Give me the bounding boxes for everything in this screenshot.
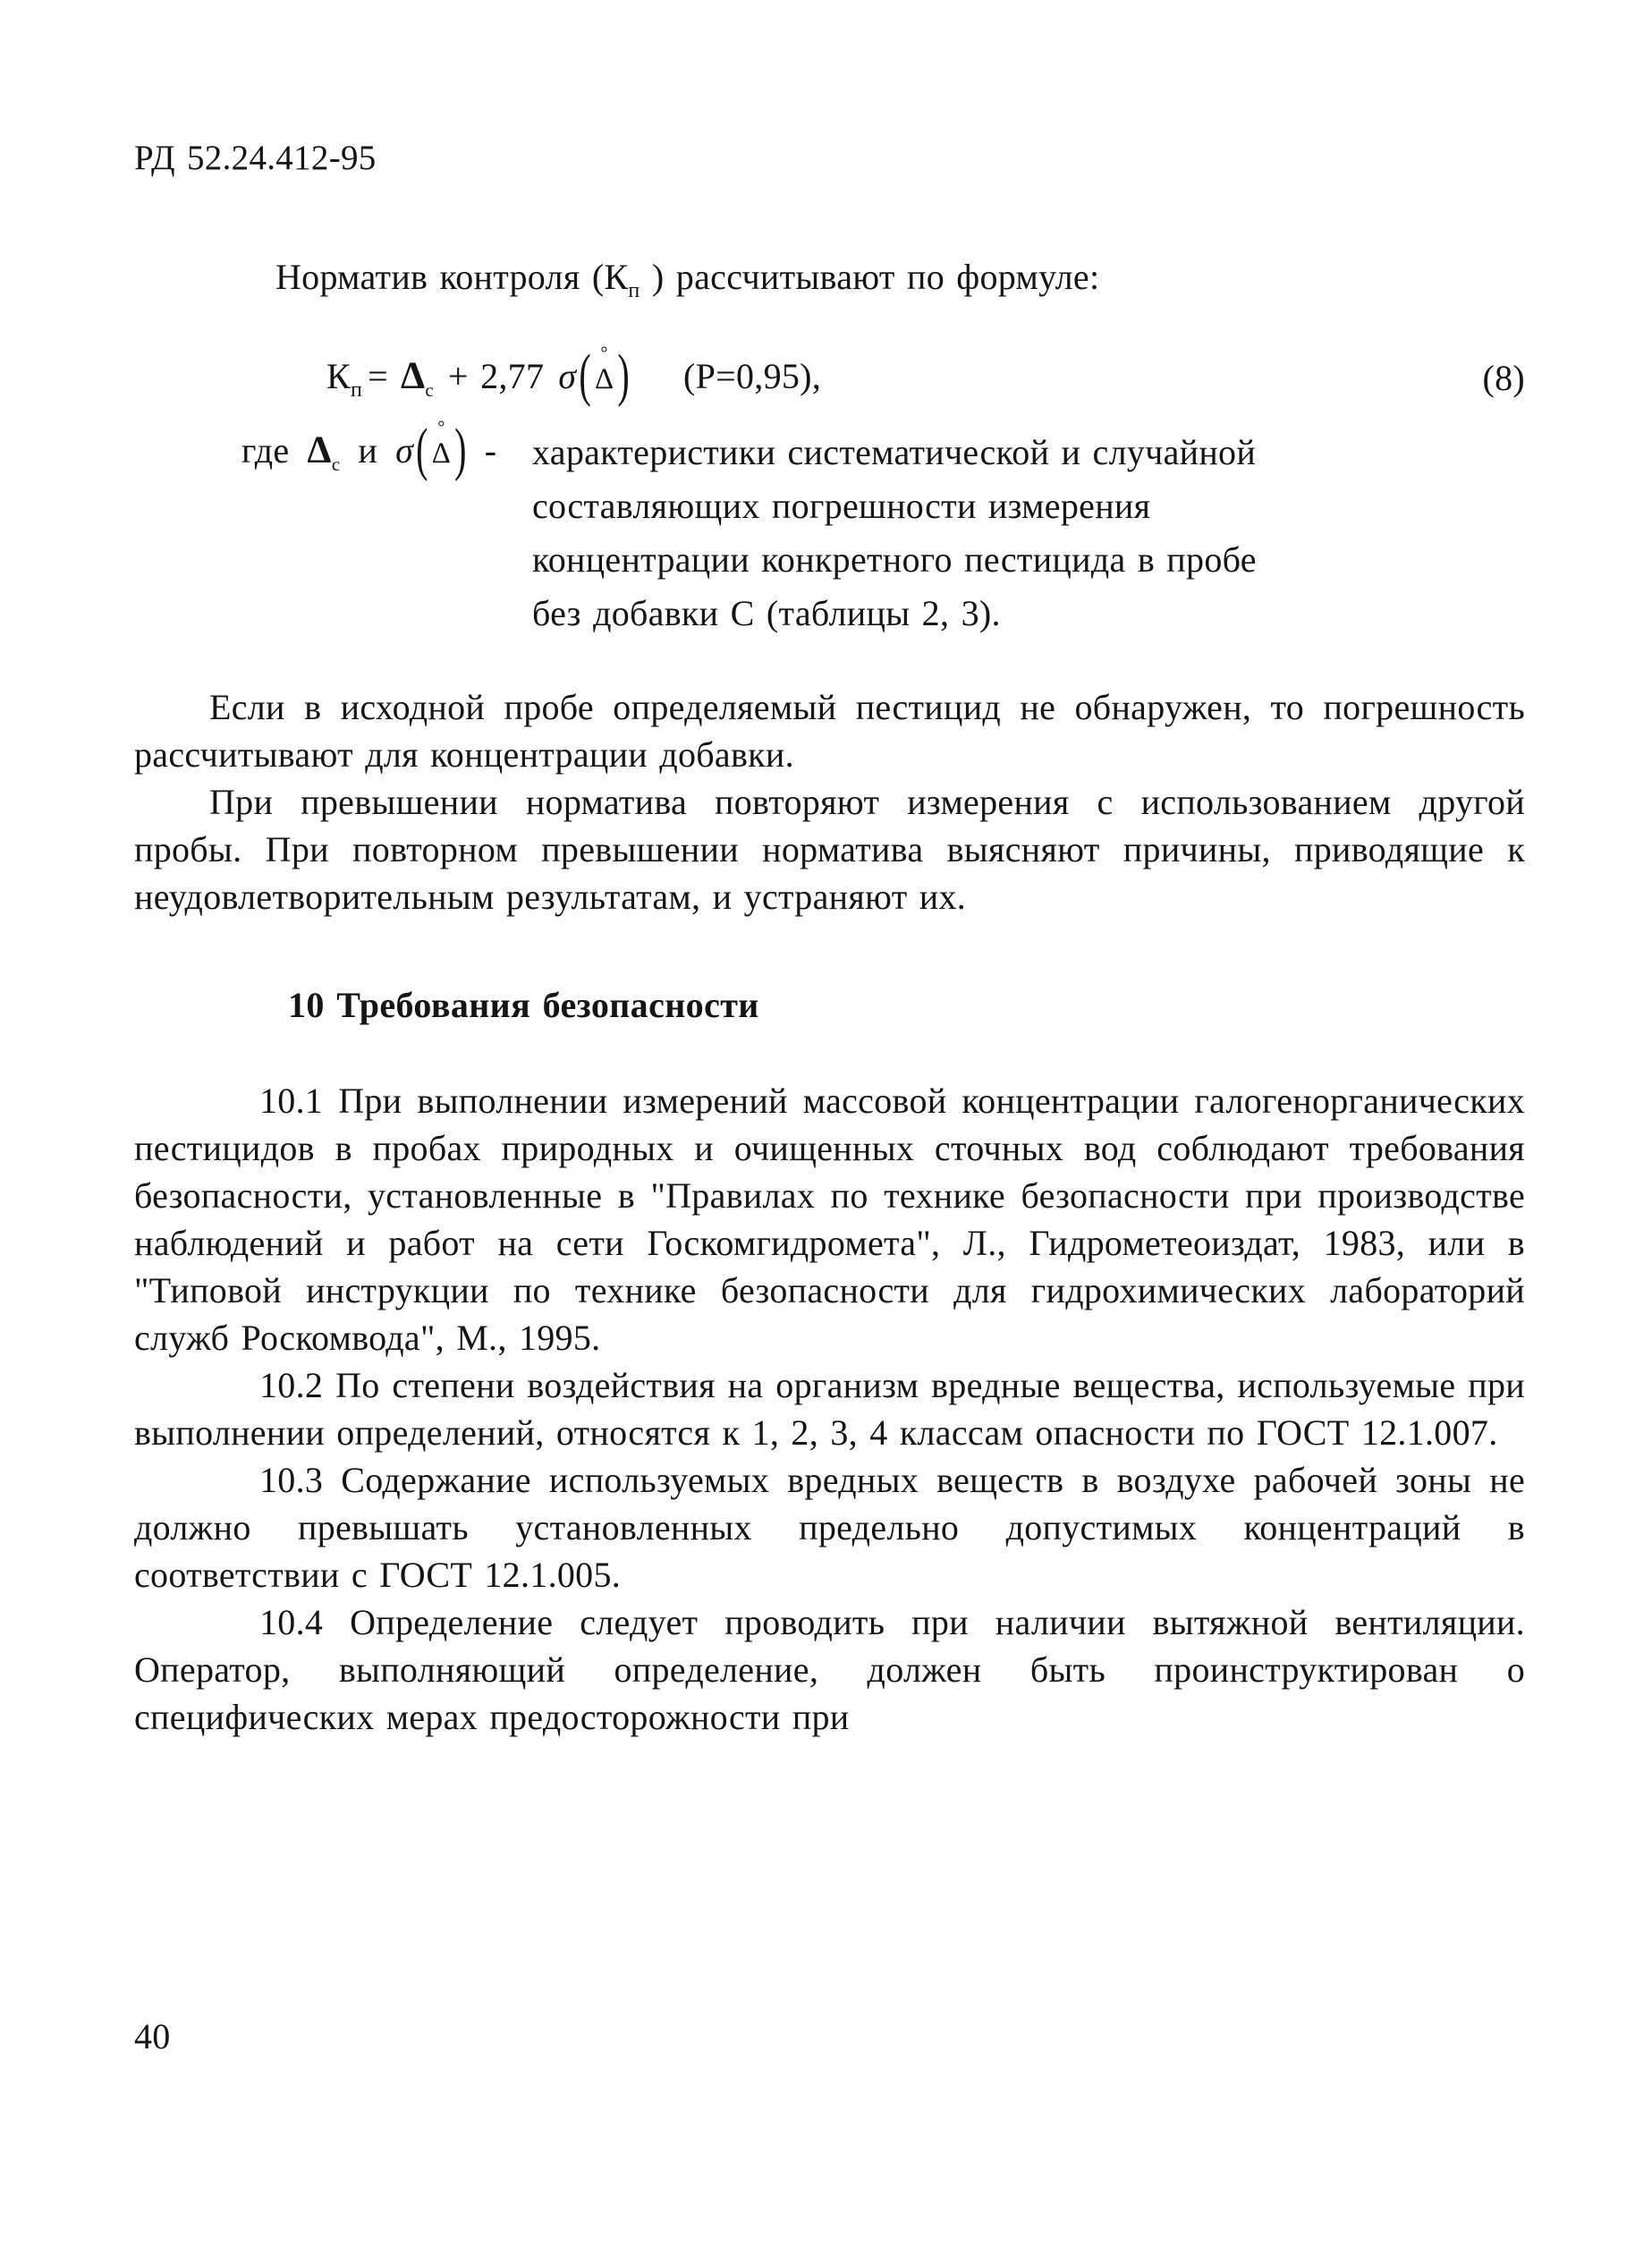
formula-expression <box>326 341 822 408</box>
formula-legend <box>134 415 1525 637</box>
paragraph-10-3: 10.3 Содержание используемых вредных веществ в воздухе рабочей зоны не должно превышать установленных предельно допустимых концентраций в соответствии с ГОСТ 12.1.005. <box>134 1460 1525 1595</box>
paragraph-not-detected: Если в исходной пробе определяемый пестицид не обнаружен, то погрешность рассчитывают для концентрации добавки. <box>134 687 1525 775</box>
plus-coefficient: + 2,77 <box>447 356 545 396</box>
k-subscript: п <box>628 279 640 302</box>
legend-line: без добавки С (таблицы 2, 3). <box>532 593 1001 633</box>
intro-paragraph <box>134 253 1525 301</box>
delta-ring-symbol: ° Δ <box>431 418 452 470</box>
paragraph-exceeding-norm: При превышении норматива повторяют измерения с использованием другой пробы. При повторном превышении норматива выясняют причины, приводящие к неудовлетворительным результатам, и устраняют их. <box>134 782 1525 917</box>
and-word: и <box>358 430 378 471</box>
intro-text-before: Норматив контроля (К <box>275 257 629 297</box>
paragraph-10-1: 10.1 При выполнении измерений массовой концентрации галогенорганических пестицидов в пробах природных и очищенных сточных вод соблюдают требования безопасности, установленные в "Правилах по технике безопасности при производстве наблюдений и работ на сети Госкомгидромета", Л., Гидрометеоиздат, 1983, или в "Типовой инструкции по технике безопасности для гидрохимических лабораторий служб Роскомвода", М., 1995. <box>134 1081 1525 1358</box>
delta-ring-symbol: ° Δ <box>594 343 614 395</box>
equation-number: (8) <box>1482 358 1525 398</box>
delta-systematic-symbol: $\Delta_с$ <box>401 355 434 401</box>
legend-line: концентрации конкретного пестицида в пробе <box>532 539 1257 580</box>
paragraph-10-2: 10.2 По степени воздействия на организм вредные вещества, используемые при выполнении определений, относятся к 1, 2, 3, 4 классам опасности по ГОСТ 12.1.007. <box>134 1365 1525 1453</box>
legend-lead <box>134 415 532 482</box>
intro-text-after: ) рассчитывают по формуле: <box>640 257 1100 297</box>
legend-line: составляющих погрешности измерения <box>532 486 1151 526</box>
document-number: РД 52.24.412-95 <box>134 139 377 177</box>
equals-sign: = <box>368 356 388 396</box>
page-number: 40 <box>134 2016 171 2056</box>
k-control-symbol: $К_п$ <box>326 356 363 402</box>
section-heading-safety: 10 Требования безопасности <box>288 985 759 1025</box>
ring-accent: ° <box>437 418 445 438</box>
ring-accent: ° <box>600 343 608 364</box>
legend-description <box>532 427 1525 637</box>
left-paren: ( <box>579 341 591 408</box>
legend-line: характеристики систематической и случайной <box>532 432 1257 472</box>
probability-condition: (Р=0,95), <box>682 356 822 396</box>
legend-dash: - <box>484 430 497 471</box>
sigma-delta-symbol: σ( ° Δ ) <box>395 427 467 478</box>
left-paren: ( <box>416 415 428 482</box>
sigma-delta-symbol: σ( ° Δ ) <box>558 356 630 396</box>
where-label: где <box>241 430 290 471</box>
right-paren: ) <box>454 415 467 482</box>
right-paren: ) <box>617 341 630 408</box>
formula-8-row <box>134 341 1525 408</box>
paragraph-10-4: 10.4 Определение следует проводить при наличии вытяжной вентиляции. Оператор, выполняющий определение, должен быть проинструктирован о специфических мерах предосторожности при <box>134 1602 1525 1737</box>
delta-systematic-symbol: $\Delta_с$ <box>307 429 341 475</box>
